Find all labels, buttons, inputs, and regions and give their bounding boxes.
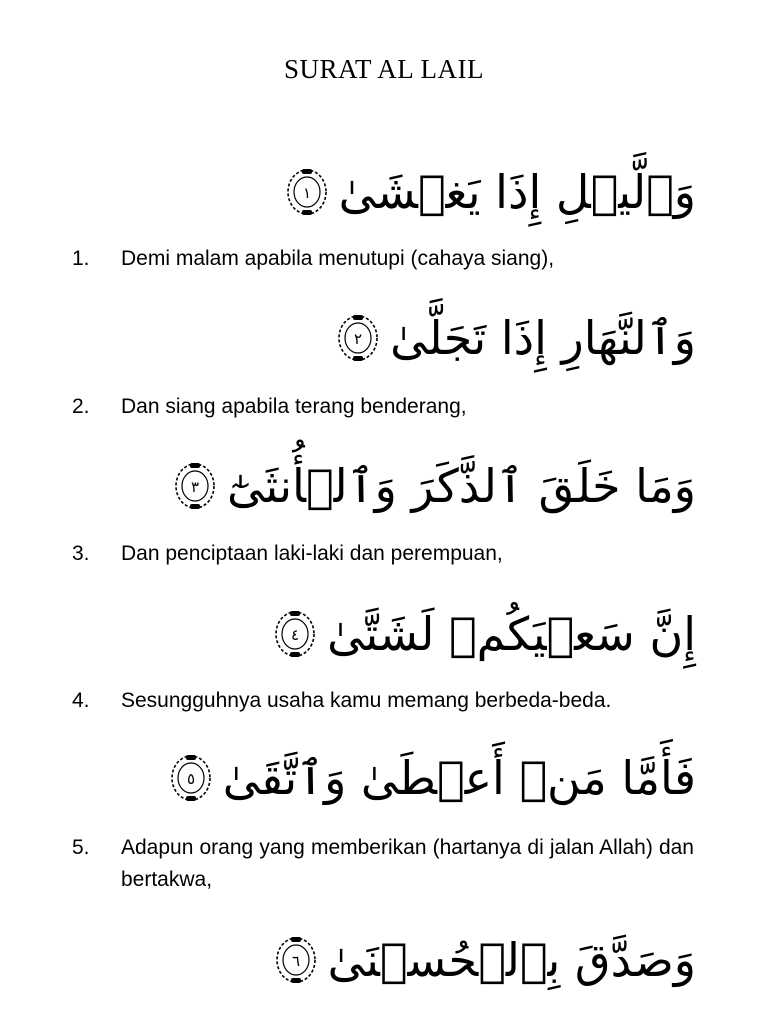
ayah-number-label: ٢: [354, 330, 363, 348]
ayah-number-label: ٥: [186, 770, 195, 788]
ayah-number-label: ١: [302, 184, 311, 202]
ayah-3-arabic: وَمَا خَلَقَ ٱلذَّكَرَ وَٱلۡأُنثَىٰٓ: [227, 459, 696, 513]
translation-1: [72, 243, 694, 275]
translation-text: Demi malam apabila menutupi (cahaya siang),: [121, 247, 555, 270]
ayah-end-marker-icon: [274, 934, 318, 986]
translation-text: Adapun orang yang memberikan (hartanya di jalan Allah) dan bertakwa,: [121, 836, 694, 891]
ayah-number-label: ٣: [190, 478, 200, 496]
translation-text: Dan penciptaan laki-laki dan perempuan,: [121, 542, 503, 565]
page-title: SURAT AL LAIL: [283, 54, 484, 84]
ayah-number-label: ٦: [291, 952, 300, 970]
translation-text: Sesungguhnya usaha kamu memang berbeda-beda.: [121, 689, 612, 712]
translation-4: [72, 685, 694, 717]
translation-text: Dan siang apabila terang benderang,: [121, 395, 467, 418]
ayah-5-arabic: فَأَمَّا مَنۡ أَعۡطَىٰ وَٱتَّقَىٰ: [222, 751, 696, 805]
translation-3: [72, 538, 694, 570]
ayah-2-arabic: وَٱلنَّهَارِ إِذَا تَجَلَّىٰ: [390, 311, 696, 365]
ayah-end-marker-icon: [336, 312, 380, 364]
ayah-6-arabic: وَصَدَّقَ بِٱلۡحُسۡنَىٰ: [327, 933, 696, 987]
ayah-5: [169, 746, 696, 810]
ayah-number-label: ٤: [291, 626, 300, 644]
translation-number: 4.: [72, 689, 90, 712]
ayah-3: [173, 454, 696, 518]
ayah-1-arabic: وَٱلَّيۡلِ إِذَا يَغۡشَىٰ: [338, 165, 696, 219]
translation-number: 2.: [72, 395, 90, 418]
ayah-end-marker-icon: [173, 460, 217, 512]
translation-number: 1.: [72, 247, 90, 270]
translation-number: 5.: [72, 836, 90, 859]
ayah-1: [285, 160, 696, 224]
ayah-4: [273, 602, 696, 666]
translation-5: [72, 832, 694, 896]
ayah-2: [336, 306, 696, 370]
ayah-end-marker-icon: [273, 608, 317, 660]
translation-number: 3.: [72, 542, 90, 565]
ayah-end-marker-icon: [169, 752, 213, 804]
ayah-end-marker-icon: [285, 166, 329, 218]
ayah-4-arabic: إِنَّ سَعۡيَكُمۡ لَشَتَّىٰ: [327, 607, 696, 661]
translation-2: [72, 391, 694, 423]
ayah-6: [274, 928, 696, 992]
